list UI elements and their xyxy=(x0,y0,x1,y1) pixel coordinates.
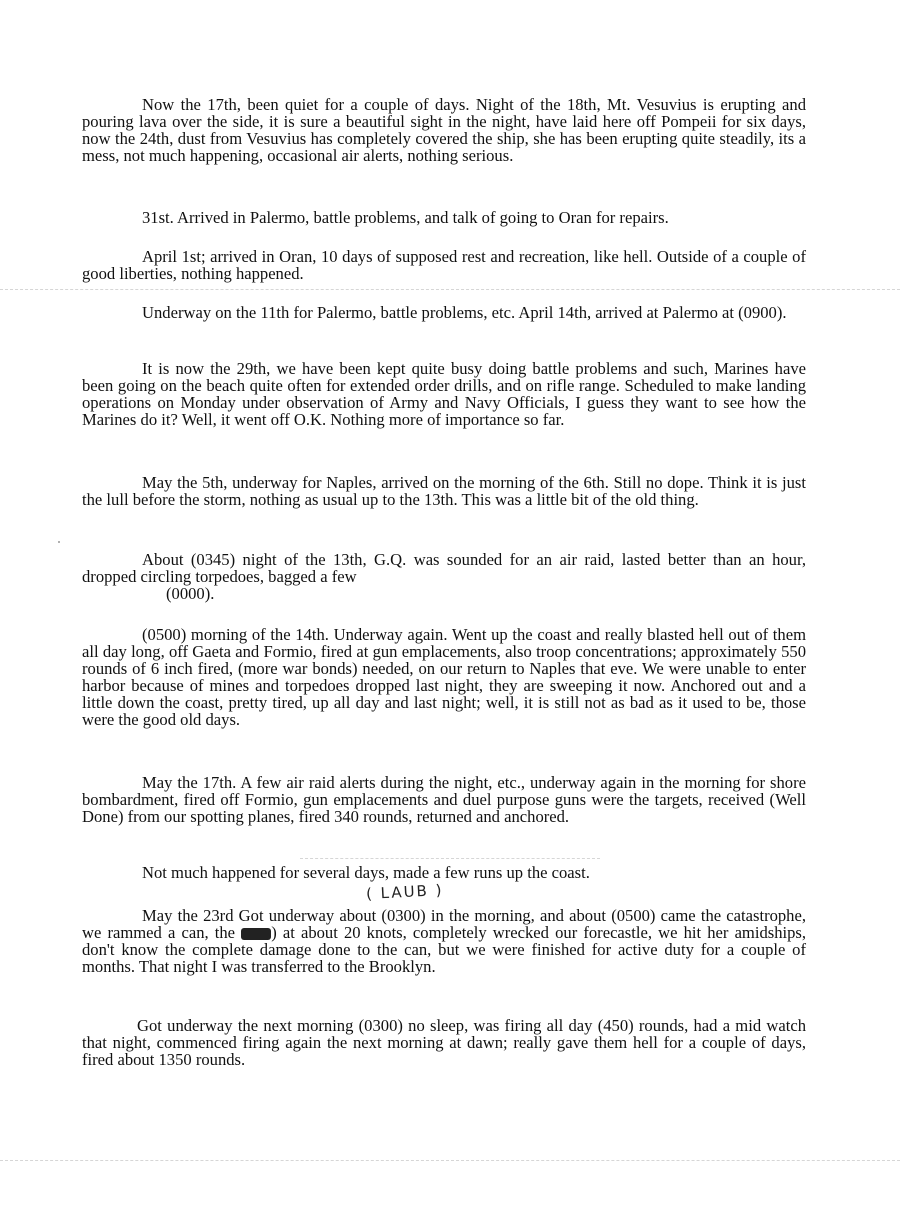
paragraph-air-raid: About (0345) night of the 13th, G.Q. was sounded for an air raid, lasted better than an hour, dropped circling torpedoes, bagged a few xyxy=(82,550,806,586)
scan-fold-line xyxy=(0,289,900,290)
collision-text-part1: May the 23rd Got underway about (0300) in the morning, and about (0500) came the catastrophe, we rammed a can, the xyxy=(82,906,806,942)
paragraph-air-raid-time: (0000). xyxy=(166,584,215,603)
paragraph-palermo-31st: 31st. Arrived in Palermo, battle problems, and talk of going to Oran for repairs. xyxy=(142,208,669,227)
paragraph-several-days: Not much happened for several days, made a few runs up the coast. xyxy=(142,863,590,882)
paragraph-oran: April 1st; arrived in Oran, 10 days of supposed rest and recreation, like hell. Outside of a couple of good liberties, nothing happened. xyxy=(82,247,806,283)
handwritten-annotation: ( LAUB ) xyxy=(365,880,444,904)
paragraph-vesuvius: Now the 17th, been quiet for a couple of days. Night of the 18th, Mt. Vesuvius is erupting and pouring lava over the side, it is sure a beautiful sight in the night, have laid here off Pompeii for six days, now the 24th, dust from Vesuvius has completely covered the ship, she has been erupting quite steadily, its a mess, not much happening, occasional air alerts, nothing serious. xyxy=(82,95,806,165)
paragraph-29th: It is now the 29th, we have been kept quite busy doing battle problems and such, Marines have been going on the beach quite often for extended order drills, and on rifle range. Scheduled to make landing operations on Monday under observation of Army and Navy Officials, I guess they want to see how the Marines do it? Well, it went off O.K. Nothing more of importance so far. xyxy=(82,359,806,429)
paragraph-17th: May the 17th. A few air raid alerts during the night, etc., underway again in the morning for shore bombardment, fired off Formio, gun emplacements and duel purpose guns were the targets, received (Well Done) from our spotting planes, fired 340 rounds, returned and anchored. xyxy=(82,773,806,826)
paragraph-23rd-collision xyxy=(82,907,806,975)
collision-text-part2: ) at about 20 knots, completely wrecked our forecastle, we hit her amidships, don't know the complete damage done to the can, but we were finished for active duty for a couple of months. That night I was transferred to the Brooklyn. xyxy=(82,923,807,976)
scan-smudge-line xyxy=(300,858,600,859)
paragraph-14th-bombardment: (0500) morning of the 14th. Underway again. Went up the coast and really blasted hell out of them all day long, off Gaeta and Formio, fired at gun emplacements, also troop concentrations; approximately 550 rounds of 6 inch fired, (more war bonds) needed, on our return to Naples that eve. We were unable to enter harbor because of mines and torpedoes dropped last night, they are sweeping it now. Anchored out and a little down the coast, pretty tired, up all day and last night; well, it is still not as bad as it used to be, those were the good old days. xyxy=(82,625,806,729)
scan-bottom-line xyxy=(0,1160,900,1161)
paragraph-naples: May the 5th, underway for Naples, arrived on the morning of the 6th. Still no dope. Think it is just the lull before the storm, nothing as usual up to the 13th. This was a little bit of the old thing. xyxy=(82,473,806,509)
scribbled-out-word xyxy=(241,928,271,940)
paragraph-next-morning: Got underway the next morning (0300) no sleep, was firing all day (450) rounds, had a mid watch that night, commenced firing again the next morning at dawn; really gave them hell for a couple of days, fired about 1350 rounds. xyxy=(82,1016,806,1069)
scan-speck xyxy=(58,541,60,543)
paragraph-underway-11th: Underway on the 11th for Palermo, battle problems, etc. April 14th, arrived at Palermo at (0900). xyxy=(142,303,787,322)
